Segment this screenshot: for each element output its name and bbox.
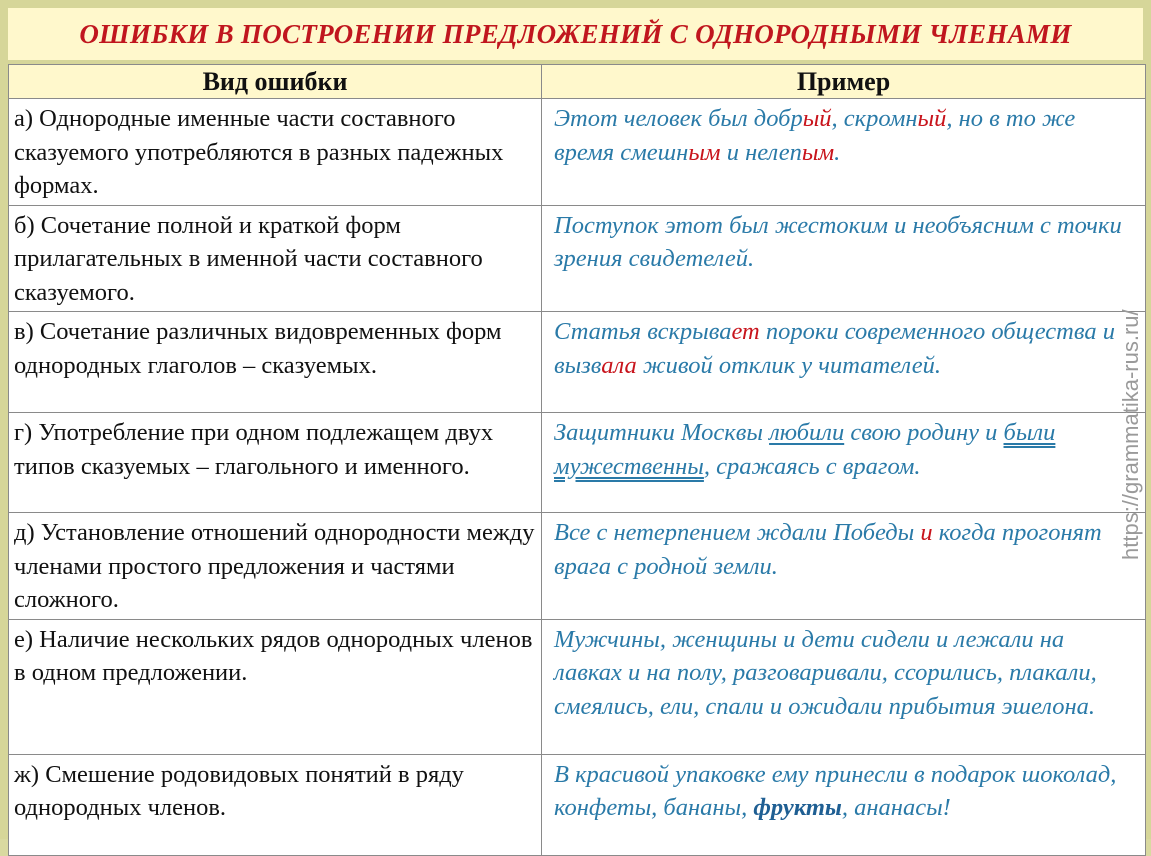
example-fragment: фрукты — [753, 794, 842, 821]
error-kind-cell: д) Установление отношений однородности между членами простого предложения и частями сложного. — [9, 513, 542, 620]
table-body — [9, 99, 1146, 856]
example-fragment: свою родину и — [844, 419, 1004, 446]
example-cell — [542, 312, 1146, 413]
example-fragment: Защитники Москвы — [554, 419, 770, 446]
error-kind-cell: е) Наличие нескольких рядов однородных членов в одном предложении. — [9, 619, 542, 754]
example-cell — [542, 754, 1146, 855]
example-fragment: Все с нетерпением ждали Победы — [554, 519, 921, 546]
example-fragment: Мужчины, женщины и дети сидели и лежали на лавках и на полу, разговаривали, ссорились, плакали, смеялись, ели, спали и ожидали прибытия эшелона. — [554, 625, 1097, 720]
example-fragment: Статья вскрыва — [554, 318, 732, 345]
table-row — [9, 619, 1146, 754]
example-fragment: , скромн — [831, 105, 918, 132]
error-kind-cell: а) Однородные именные части составного сказуемого употребляются в разных падежных формах. — [9, 99, 542, 206]
example-fragment: и нелеп — [720, 138, 802, 166]
watermark-url: https://grammatika-rus.ru/ — [1118, 309, 1143, 560]
example-cell — [542, 99, 1146, 206]
example-fragment: когда прогонят врага с родной земли. — [554, 519, 1102, 580]
example-fragment: любили — [769, 419, 845, 446]
example-fragment: В красивой упаковке ему принесли в подарок шоколад, конфеты, бананы, — [554, 760, 1117, 821]
header-example: Пример — [542, 65, 1146, 99]
example-cell — [542, 619, 1146, 754]
example-fragment: Этот человек был добр — [554, 105, 803, 132]
error-kind-cell: ж) Смешение родовидовых понятий в ряду однородных членов. — [9, 754, 542, 855]
table-row — [9, 413, 1146, 513]
example-cell — [542, 205, 1146, 312]
example-fragment: ым — [688, 138, 721, 166]
example-fragment: ый — [917, 105, 947, 132]
page-title: ОШИБКИ В ПОСТРОЕНИИ ПРЕДЛОЖЕНИЙ С ОДНОРОДНЫМИ ЧЛЕНАМИ — [8, 8, 1143, 60]
error-kind-cell: в) Сочетание различных видовременных форм однородных глаголов – сказуемых. — [9, 312, 542, 413]
example-cell — [542, 513, 1146, 620]
table-row — [9, 312, 1146, 413]
example-fragment: ым — [801, 138, 835, 166]
example-fragment: Поступок этот был жестоким и необъясним с точки зрения свидетелей. — [554, 211, 1122, 272]
error-kind-cell: б) Сочетание полной и краткой форм прилагательных в именной части составного сказуемого. — [9, 205, 542, 312]
example-fragment: пороки современного общества и вызв — [554, 318, 1115, 379]
example-fragment: , ананасы! — [841, 794, 951, 821]
example-fragment: ет — [731, 318, 760, 345]
table-row — [9, 513, 1146, 620]
table-row — [9, 754, 1146, 855]
header-kind: Вид ошибки — [9, 65, 542, 99]
table-row — [9, 205, 1146, 312]
table-header-row — [9, 65, 1146, 99]
example-fragment: . — [834, 138, 841, 166]
error-kind-cell: г) Употребление при одном подлежащем двух типов сказуемых – глагольного и именного. — [9, 413, 542, 513]
example-fragment: живой отклик у читателей. — [636, 351, 941, 379]
example-cell — [542, 413, 1146, 513]
example-fragment: и — [920, 519, 933, 546]
example-fragment: ала — [601, 351, 637, 379]
table-row — [9, 99, 1146, 206]
example-fragment: были мужественны — [554, 419, 1056, 480]
example-fragment: , но в то же время смешн — [554, 105, 1076, 166]
example-fragment: ый — [802, 105, 832, 132]
errors-table — [8, 64, 1146, 856]
example-fragment: , сражаясь с врагом. — [703, 452, 921, 480]
